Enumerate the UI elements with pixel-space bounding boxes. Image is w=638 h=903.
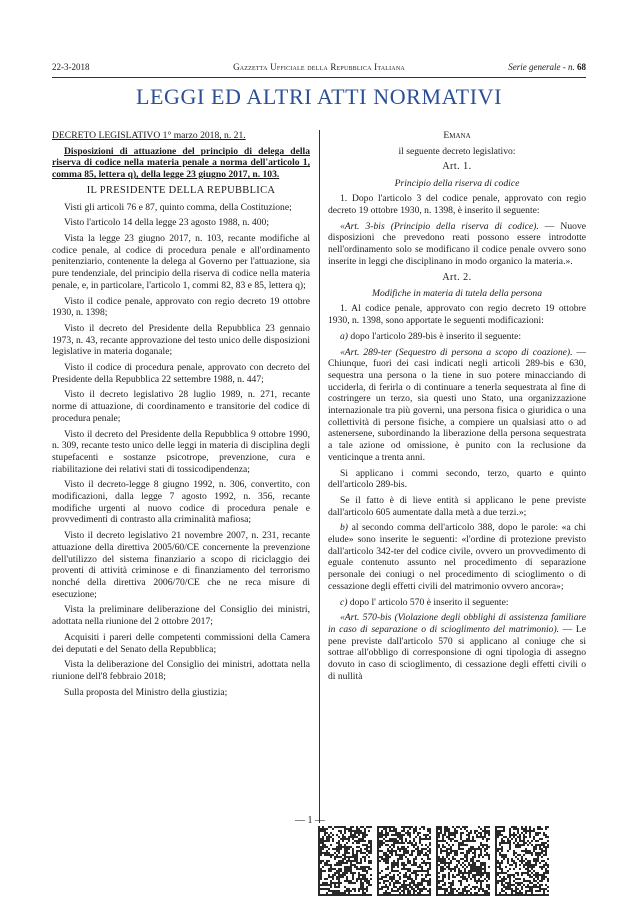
preamble-paragraph: Visto il decreto legislativo 28 luglio 1989, n. 271, recante norme di attuazione, di coordinamento e transitorie del codice di procedura penale; — [52, 389, 310, 424]
item-a — [328, 331, 586, 343]
article-289ter-rubric: «Art. 289-ter (Sequestro di persona a scopo di coazione). — [340, 346, 573, 358]
left-column — [52, 130, 310, 702]
header-rule — [52, 77, 586, 78]
publication-name: Gazzetta Ufficiale della Repubblica Italiana — [233, 62, 405, 72]
decree-subtitle: Disposizioni di attuazione del principio di delega della riserva di codice nella materia penale a norma dell'articolo 1, comma 85, lettera q), della legge 23 giugno 2017, n. 103. — [52, 145, 310, 181]
series-info — [508, 62, 586, 72]
article-289ter-text — [328, 347, 586, 464]
right-column — [328, 130, 586, 687]
preamble-paragraph: Vista la deliberazione del Consiglio dei ministri, adottata nella riunione dell'8 febbraio 2018; — [52, 659, 310, 682]
emana-subheading: il seguente decreto legislativo: — [398, 145, 516, 157]
preamble-paragraph: Visto il decreto legislativo 21 novembre 2007, n. 231, recante attuazione della direttiva 2005/60/CE concernente la prevenzione dell'utilizzo del sistema finanziario a scopo di riciclaggio dei proventi di attività criminose e di finanziamento del terrorismo nonché della direttiva 2006/70/CE che ne reca misure di esecuzione; — [52, 530, 310, 600]
decree-title: DECRETO LEGISLATIVO 1° marzo 2018, n. 21. — [52, 130, 246, 141]
item-b-label: b) — [340, 522, 348, 534]
column-divider — [319, 130, 320, 823]
issue-date: 22-3-2018 — [52, 62, 90, 72]
preamble-paragraph: Visto il codice di procedura penale, approvato con decreto del Presidente della Repubblica 22 settembre 1988, n. 447; — [52, 362, 310, 385]
emana-heading: Emana — [443, 130, 471, 141]
article-2-title: Modifiche in materia di tutela della persona — [372, 287, 542, 299]
section-title: LEGGI ED ALTRI ATTI NORMATIVI — [135, 84, 503, 109]
preamble-paragraph: Visto il decreto del Presidente della Repubblica 23 gennaio 1973, n. 43, recante approvazione del testo unico delle disposizioni legislative in materia doganale; — [52, 322, 310, 358]
article-289ter-paragraph-2: Si applicano i commi secondo, terzo, quarto e quinto dell'articolo 289-bis. — [328, 467, 586, 491]
preamble-paragraph: Visto il decreto del Presidente della Repubblica 9 ottobre 1990, n. 309, recante testo unico delle leggi in materia di disciplina degli stupefacenti e sostanze psicotrope, prevenzione, cura e riabilitazione dei relativi stati di tossicodipendenza; — [52, 428, 310, 475]
article-570bis-rubric: «Art. 570-bis (Violazione degli obblighi di assistenza familiare in caso di separazione o di scioglimento del matrimonio). — [328, 612, 586, 635]
preamble-paragraph: Visto l'articolo 14 della legge 23 agosto 1988, n. 400; — [64, 217, 269, 229]
series-label: Serie generale — [508, 62, 561, 72]
item-b-text: al secondo comma dell'articolo 388, dopo le parole: «a chi elude» sono inserite le seguenti: «l'ordine di protezione previsto dall'articolo 342-ter del codice civile, ovvero un provvedimento di eguale contenuto assunto nel procedimento di separazione personale dei coniugi o nel procedimento di scioglimento o di cessazione degli effetti civili del matrimonio ovvero ancora»; — [328, 522, 586, 592]
preamble-paragraph: Vista la legge 23 giugno 2017, n. 103, recante modifiche al codice penale, al codice di procedura penale e all'ordinamento penitenziario, contenente la delega al Governo per l'attuazione, sia pure tendenziale, del principio della riserva di codice nella materia penale, e, in particolare, l'articolo 1, commi 82, 83 e 85, lettera q); — [52, 233, 310, 291]
datamatrix-codes — [318, 826, 550, 896]
preamble-paragraph: Sulla proposta del Ministro della giustizia; — [64, 686, 228, 698]
article-2-paragraph: 1. Al codice penale, approvato con regio decreto 19 ottobre 1930, n. 1398, sono apportate le seguenti modificazioni: — [328, 303, 586, 327]
preamble-paragraph: Vista la preliminare deliberazione del Consiglio dei ministri, adottata nella riunione del 2 ottobre 2017; — [52, 604, 310, 628]
article-289ter-body: — Chiunque, fuori dei casi indicati negli articoli 289-bis e 630, sequestra una persona o la tiene in suo potere minacciando di ucciderla, di ferirla o di continuare a tenerla sequestrata al fine di costringere un terzo, sia questi uno Stato, una organizzazione internazionale tra più governi, una persona fisica o giuridica o una collettività di persone fisiche, a compiere un qualsiasi atto o ad astenersene, subordinando la liberazione della persona sequestrata a tale azione od omissione, è punito con la reclusione da venticinque a trenta anni. — [328, 346, 586, 463]
item-c-label: c) — [340, 596, 348, 608]
item-c — [328, 597, 586, 609]
page-number: — 1 — — [295, 815, 325, 826]
article-3bis-text — [328, 221, 586, 268]
article-1-title: Principio della riserva di codice — [394, 177, 520, 189]
preamble-paragraph: Visti gli articoli 76 e 87, quinto comma, della Costituzione; — [64, 201, 292, 213]
article-1-paragraph: 1. Dopo l'articolo 3 del codice penale, approvato con regio decreto 19 ottobre 1930, n. 1398, è inserito il seguente: — [328, 193, 586, 216]
item-a-label: a) — [340, 330, 348, 342]
article-570bis-body: — Le pene previste dall'articolo 570 si applicano al coniuge che si sottrae all'obbligo di corresponsione di ogni tipologia di assegno dovuto in caso di scioglimento, di cessazione degli effetti civili o di nullità — [328, 623, 586, 682]
president-heading: IL PRESIDENTE DELLA REPUBBLICA — [86, 184, 276, 196]
issue-number: 68 — [577, 62, 586, 72]
preamble-paragraph: Visto il decreto-legge 8 giugno 1992, n. 306, convertito, con modificazioni, dalla legge 7 agosto 1992, n. 356, recante modifiche urgenti al nuovo codice di procedura penale e provvedimenti di contrasto alla criminalità mafiosa; — [52, 479, 310, 526]
page-header — [52, 62, 586, 76]
preamble-paragraph: Visto il codice penale, approvato con regio decreto 19 ottobre 1930, n. 1398; — [52, 295, 310, 319]
preamble — [52, 202, 310, 699]
item-c-text: dopo l' articolo 570 è inserito il seguente: — [347, 596, 509, 608]
article-3bis-body: — Nuove disposizioni che prevedono reati possono essere introdotte nell'ordinamento solo se modificano il codice penale ovvero sono inserite in leggi che disciplinano in modo organico la materia.». — [328, 220, 586, 267]
article-289ter-paragraph-3: Se il fatto è di lieve entità si applicano le pene previste dall'articolo 605 aumentate dalla metà a due terzi.»; — [328, 494, 586, 518]
number-prefix: - n. — [562, 62, 575, 72]
preamble-paragraph: Acquisiti i pareri delle competenti commissioni della Camera dei deputati e del Senato della Repubblica; — [52, 631, 310, 655]
article-2-heading: Art. 2. — [442, 271, 472, 283]
article-3bis-rubric: «Art. 3-bis (Principio della riserva di codice). — [340, 220, 539, 232]
article-570bis-text — [328, 612, 586, 682]
item-b — [328, 522, 586, 592]
article-1-heading: Art. 1. — [442, 161, 472, 173]
item-a-text: dopo l'articolo 289-bis è inserito il seguente: — [348, 330, 522, 342]
